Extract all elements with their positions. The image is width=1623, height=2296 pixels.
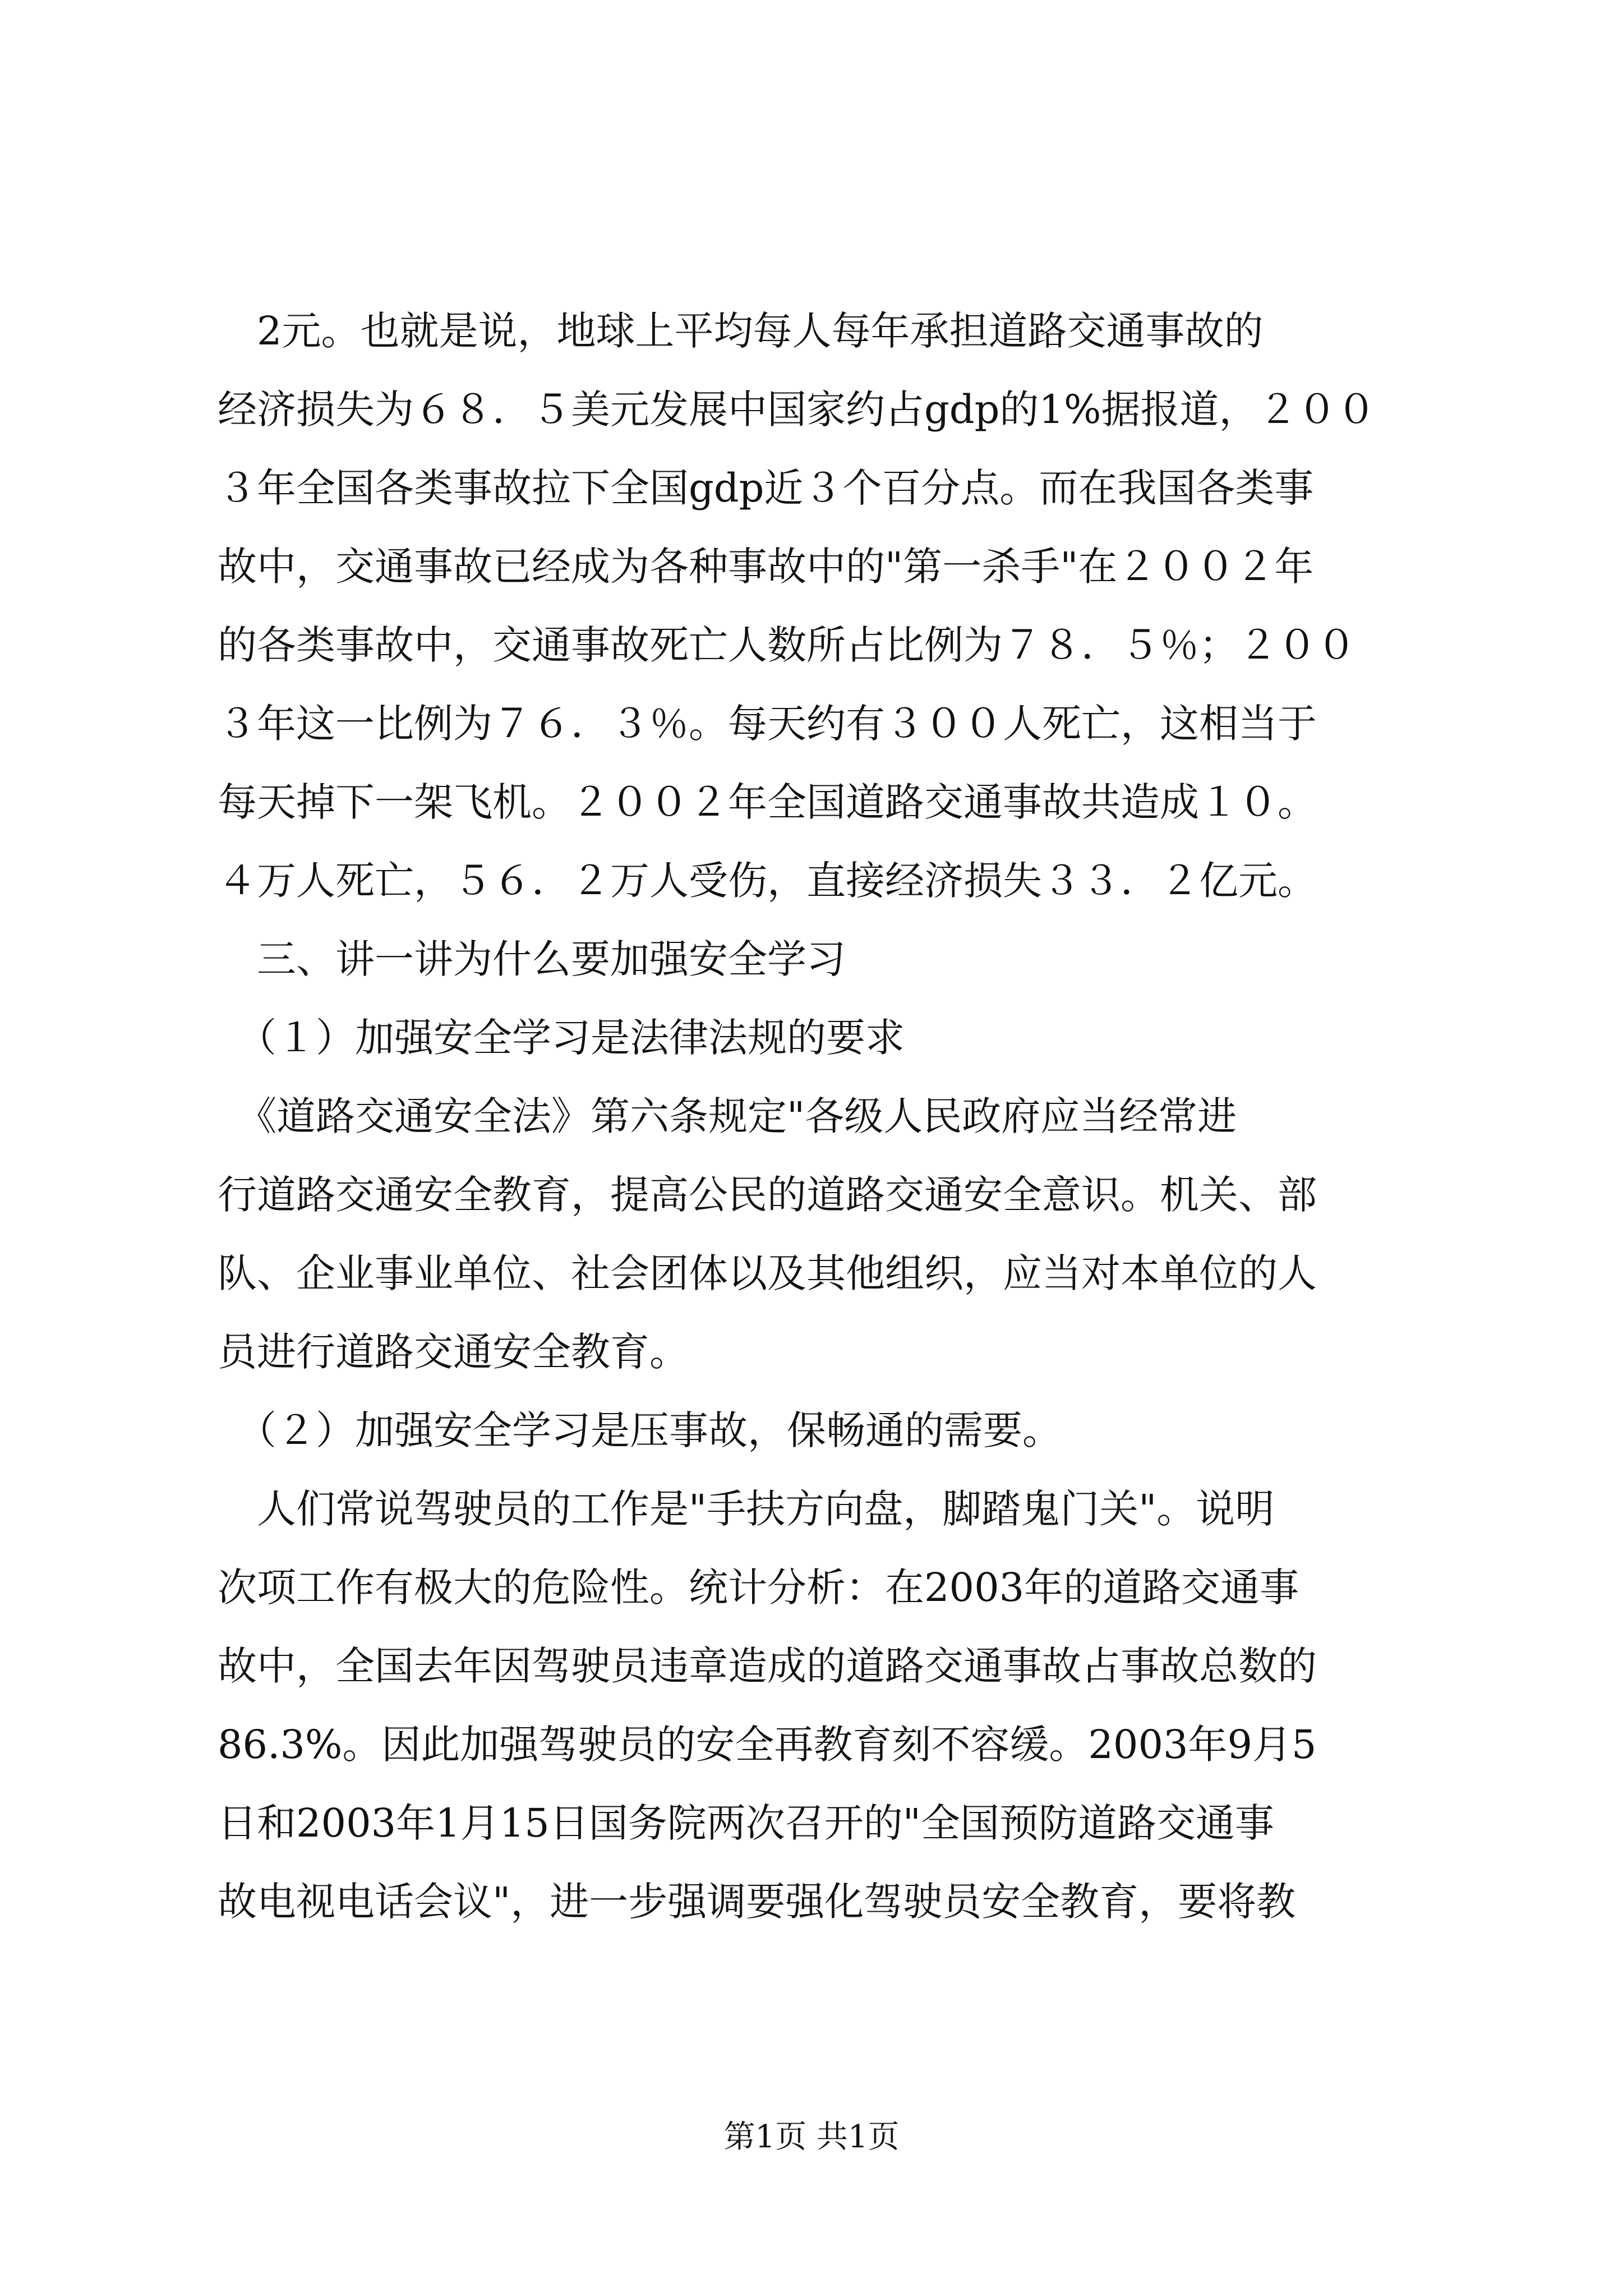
- document-body: [218, 292, 1429, 1941]
- text-line: 故中，全国去年因驾驶员违章造成的道路交通事故占事故总数的: [218, 1643, 1317, 1689]
- text-line: 故中，交通事故已经成为各种事故中的"第一杀手"在２００２年: [218, 544, 1314, 590]
- text-line: 2元。也就是说，地球上平均每人每年承担道路交通事故的: [218, 308, 1264, 354]
- text-line: ３年这一比例为７６．３％。每天约有３００人死亡，这相当于: [218, 701, 1317, 747]
- text-line: 86.3%。因此加强驾驶员的安全再教育刻不容缓。2003年9月5: [218, 1722, 1317, 1768]
- text-line: 员进行道路交通安全教育。: [218, 1329, 689, 1375]
- subsection-heading: （１）加强安全学习是法律法规的要求: [218, 1015, 905, 1061]
- text-line: 次项工作有极大的危险性。统计分析：在2003年的道路交通事: [218, 1565, 1299, 1611]
- text-line: 人们常说驾驶员的工作是"手扶方向盘，脚踏鬼门关"。说明: [218, 1486, 1275, 1532]
- text-line: 经济损失为６８．５美元发展中国家约占gdp的1%据报道，２００: [218, 386, 1376, 432]
- text-line: 队、企业事业单位、社会团体以及其他组织，应当对本单位的人: [218, 1250, 1317, 1296]
- text-line: 《道路交通安全法》第六条规定"各级人民政府应当经常进: [218, 1093, 1237, 1139]
- page-number: 第1页 共1页: [723, 2119, 900, 2155]
- text-line: 故电视电话会议"，进一步强调要强化驾驶员安全教育，要将教: [218, 1879, 1296, 1925]
- page-footer: [0, 2115, 1623, 2160]
- text-line: 日和2003年1月15日国务院两次召开的"全国预防道路交通事: [218, 1800, 1274, 1846]
- text-line: 的各类事故中，交通事故死亡人数所占比例为７８．５％；２００: [218, 622, 1356, 668]
- text-line: ４万人死亡，５６．２万人受伤，直接经济损失３３．２亿元。: [218, 858, 1317, 904]
- text-line: ３年全国各类事故拉下全国gdp近３个百分点。而在我国各类事: [218, 465, 1314, 511]
- section-heading: 三、讲一讲为什么要加强安全学习: [218, 936, 846, 982]
- subsection-heading: （２）加强安全学习是压事故，保畅通的需要。: [218, 1407, 1062, 1453]
- text-line: 每天掉下一架飞机。２００２年全国道路交通事故共造成１０。: [218, 779, 1317, 825]
- text-line: 行道路交通安全教育，提高公民的道路交通安全意识。机关、部: [218, 1172, 1317, 1218]
